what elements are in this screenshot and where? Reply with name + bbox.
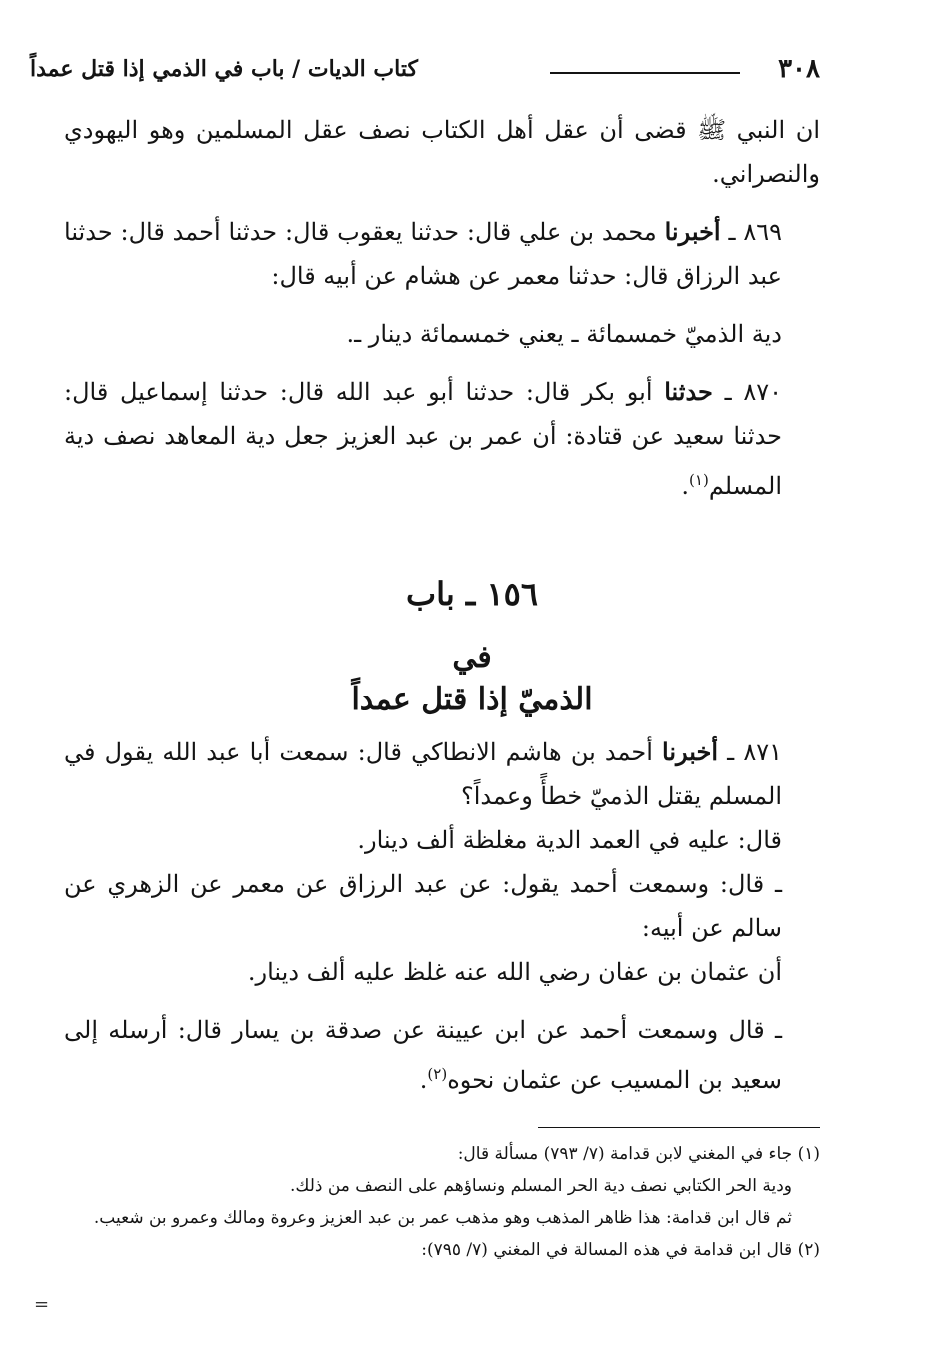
chapter-title-line1: في	[452, 640, 492, 675]
hadith-870-verb: حدثنا	[664, 377, 713, 406]
footnote-separator	[538, 1127, 820, 1128]
margin-mark: =	[34, 1294, 50, 1315]
footnotes	[64, 1138, 820, 1266]
footnote-2: (٢) قال ابن قدامة في هذه المسالة في المغني (٧/ ٧٩٥):	[421, 1240, 820, 1260]
chapter-heading	[0, 570, 944, 722]
footnote-1-title: (١) جاء في المغني لابن قدامة (٧/ ٧٩٣) مسألة قال:	[457, 1144, 820, 1164]
hadith-871-verb: أخبرنا	[662, 737, 719, 766]
footnote-1-line-2: ودية الحر الكتابي نصف دية الحر المسلم ونساؤهم على النصف من ذلك.	[289, 1176, 792, 1196]
hadith-870-number: ٨٧٠ ـ	[724, 378, 782, 406]
narration-text-uthman: أن عثمان بن عفان رضي الله عنه غلظ عليه ألف دينار.	[247, 958, 782, 986]
page-number: ٣٠٨	[778, 54, 820, 84]
header-rule	[550, 72, 740, 74]
page-header	[30, 50, 820, 94]
hadith-869	[64, 210, 820, 298]
footnote-1-line-3: ثم قال ابن قدامة: هذا ظاهر المذهب وهو مذهب عمر بن عبد العزيز وعروة ومالك وعمرو بن شعيب.	[93, 1208, 792, 1228]
footnote-ref-1: (١)	[689, 471, 709, 489]
hadith-869-text: دية الذميّ خمسمائة ـ يعني خمسمائة دينار ـ.	[346, 320, 782, 348]
paragraph-continuation: ان النبي ﷺ قضى أن عقل أهل الكتاب نصف عقل المسلمين وهو اليهودي والنصراني.	[64, 116, 820, 188]
text-block-top	[64, 108, 820, 508]
hadith-870: ٨٧٠ ـ حدثنا أبو بكر قال: حدثنا أبو عبد الله قال: حدثنا إسماعيل قال: حدثنا سعيد عن قتادة: أن عمر بن عبد العزيز جعل دية المعاهد نصف دية المسلم$^{(١)}$.	[64, 377, 782, 500]
text-block-bottom	[64, 730, 820, 1102]
footnote-ref-2: (٢)	[427, 1065, 448, 1083]
hadith-869-verb: أخبرنا	[664, 217, 721, 246]
hadith-869-number: ٨٦٩ ـ	[728, 218, 782, 246]
chapter-title-line2: الذميّ إذا قتل عمداً	[351, 682, 593, 717]
chapter-number: ١٥٦ ـ باب	[406, 575, 538, 613]
hadith-869-isnad: محمد بن علي قال: حدثنا يعقوب قال: حدثنا أحمد قال: حدثنا عبد الرزاق قال: حدثنا معمر عن هشام عن أبيه قال:	[64, 218, 782, 290]
running-title: كتاب الديات / باب في الذمي إذا قتل عمداً	[30, 56, 418, 82]
hadith-871-text: أحمد بن هاشم الانطاكي قال: سمعت أبا عبد الله يقول في المسلم يقتل الذميّ خطأً وعمداً؟	[64, 738, 782, 810]
hadith-870-text: أبو بكر قال: حدثنا أبو عبد الله قال: حدثنا إسماعيل قال: حدثنا سعيد عن قتادة: أن عمر بن عبد العزيز جعل دية المعاهد نصف دية المسلم	[64, 378, 782, 500]
ruling-line: قال: عليه في العمد الدية مغلظة ألف دينار.	[357, 826, 782, 854]
narration-line-2: ـ قال وسمعت أحمد عن ابن عيينة عن صدقة بن يسار قال: أرسله إلى سعيد بن المسيب عن عثمان نحوه$^{(٢)}$.	[64, 1016, 782, 1094]
hadith-871-number: ٨٧١ ـ	[727, 738, 782, 766]
hadith-871	[64, 730, 820, 818]
narration-line-1: ـ قال: وسمعت أحمد يقول: عن عبد الرزاق عن معمر عن الزهري عن سالم عن أبيه:	[64, 870, 782, 942]
